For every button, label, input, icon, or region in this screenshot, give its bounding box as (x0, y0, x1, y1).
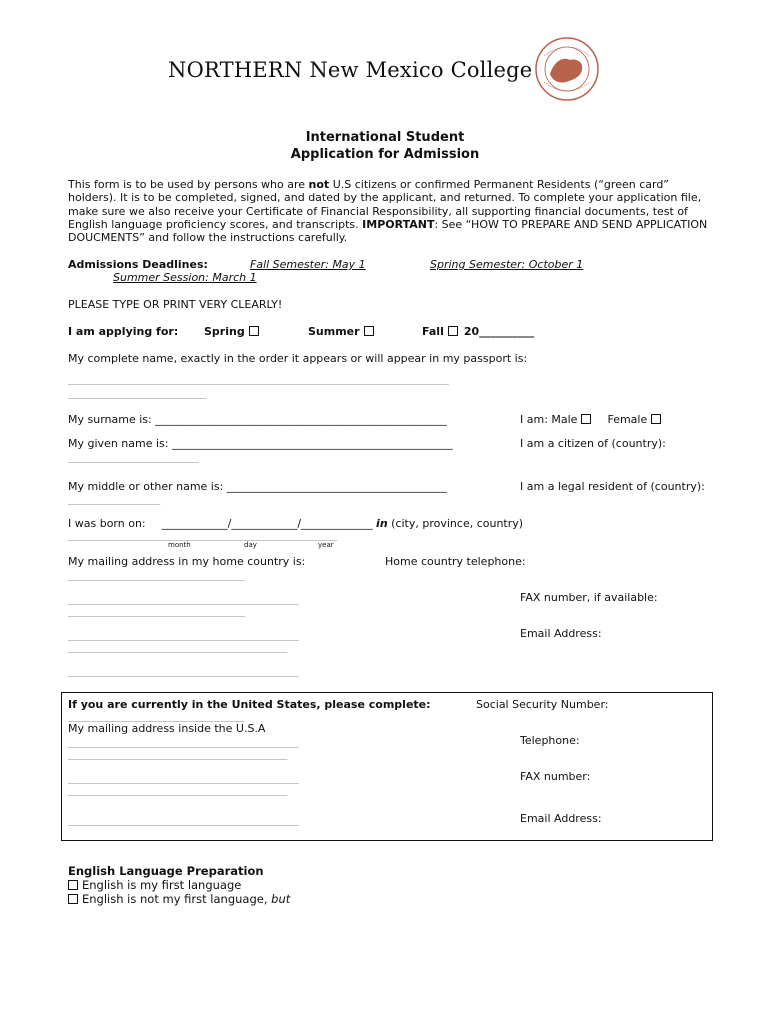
resident-label: I am a legal resident of (country): (520, 480, 705, 493)
surname-field[interactable]: My surname is: _____________________________________________________ (68, 413, 447, 426)
name-prompt: My complete name, exactly in the order it appears or will appear in my passport is: (68, 352, 528, 365)
fall-checkbox[interactable] (448, 326, 458, 336)
deadlines-label: Admissions Deadlines: (68, 258, 208, 271)
applying-label: I am applying for: (68, 325, 179, 338)
home-address-line6[interactable]: ____________________________________________________________ (68, 669, 299, 677)
us-address-line4[interactable]: _________________________________________________________ (68, 788, 288, 796)
us-address-line1[interactable]: ____________________________________________________________ (68, 740, 299, 748)
month-caption: month (168, 541, 191, 549)
us-address-line0[interactable]: ______________________________________________ (68, 714, 245, 722)
home-address-line5[interactable]: _________________________________________________________ (68, 645, 288, 653)
middle-name-field[interactable]: My middle or other name is: ________________________________________ (68, 480, 447, 493)
college-name: NORTHERN New Mexico College (168, 58, 533, 82)
us-address-label: My mailing address inside the U.S.A (68, 722, 266, 735)
first-language-checkbox[interactable] (68, 880, 78, 890)
english-option-first[interactable]: English is my first language (68, 878, 241, 892)
male-checkbox[interactable] (581, 414, 591, 424)
deadline-summer: Summer Session: March 1 (113, 271, 257, 284)
gender-row: I am: Male Female (520, 413, 661, 426)
given-name-field[interactable]: My given name is: ___________________________________________________ (68, 437, 453, 450)
citizen-label: I am a citizen of (country): (520, 437, 666, 450)
home-phone-label: Home country telephone: (385, 555, 526, 568)
birth-date-field[interactable]: ____________/____________/_____________ (161, 517, 373, 530)
fax-label: FAX number, if available: (520, 591, 658, 604)
given-name-cont[interactable]: __________________________________ (68, 455, 199, 463)
form-title-line2: Application for Admission (290, 147, 480, 162)
us-address-line3[interactable]: ____________________________________________________________ (68, 776, 299, 784)
us-address-line2[interactable]: _________________________________________________________ (68, 752, 288, 760)
us-box-heading: If you are currently in the United States, please complete: (68, 698, 431, 711)
us-email-label: Email Address: (520, 812, 602, 825)
deadline-fall: Fall Semester: May 1 (250, 258, 366, 271)
full-name-line-cont[interactable]: ____________________________________ (68, 391, 207, 399)
home-address-line4[interactable]: ____________________________________________________________ (68, 633, 299, 641)
print-instructions: PLEASE TYPE OR PRINT VERY CLEARLY! (68, 298, 283, 311)
full-name-line[interactable]: ___________________________________________________________________________________________________ (68, 377, 449, 385)
ssn-label: Social Security Number: (476, 698, 609, 711)
summer-checkbox[interactable] (364, 326, 374, 336)
us-address-line5[interactable]: ____________________________________________________________ (68, 818, 299, 826)
birth-place-line[interactable]: ______________________________________________________________________ (68, 533, 338, 541)
english-heading: English Language Preparation (68, 864, 264, 878)
birth-row: I was born on: ____________/____________/_____________ in (city, province, country) (68, 517, 524, 530)
deadline-spring: Spring Semester: October 1 (430, 258, 584, 271)
not-first-language-checkbox[interactable] (68, 894, 78, 904)
middle-name-cont[interactable]: ________________________ (68, 497, 161, 505)
english-option-not-first[interactable]: English is not my first language, but (68, 892, 290, 906)
female-checkbox[interactable] (651, 414, 661, 424)
home-address-line1[interactable]: ______________________________________________ (68, 573, 245, 581)
home-address-line2[interactable]: ____________________________________________________________ (68, 597, 299, 605)
year-caption: year (318, 541, 334, 549)
option-summer[interactable]: Summer (308, 325, 374, 338)
email-label: Email Address: (520, 627, 602, 640)
form-title-line1: International Student (305, 130, 465, 145)
spring-checkbox[interactable] (249, 326, 259, 336)
option-fall[interactable]: Fall 20__________ (422, 325, 535, 338)
year-field[interactable]: 20__________ (463, 325, 535, 338)
college-seal-logo (532, 36, 602, 102)
home-address-line3[interactable]: ______________________________________________ (68, 609, 245, 617)
day-caption: day (244, 541, 257, 549)
us-fax-label: FAX number: (520, 770, 591, 783)
intro-paragraph: This form is to be used by persons who are not U.S citizens or confirmed Permanent Residents (“green card” holders). It is to be completed, signed, and dated by the applicant, and returned. To complete your application file, make sure we also receive your Certificate of Financial Responsibility, all supporting financial documents, test of English language proficiency scores, and transcripts. IMPORTANT: See “HOW TO PREPARE AND SEND APPLICATION DOUCMENTS” and follow the instructions carefully. (68, 178, 708, 245)
home-address-label: My mailing address in my home country is: (68, 555, 306, 568)
option-spring[interactable]: Spring (204, 325, 259, 338)
us-telephone-label: Telephone: (520, 734, 580, 747)
